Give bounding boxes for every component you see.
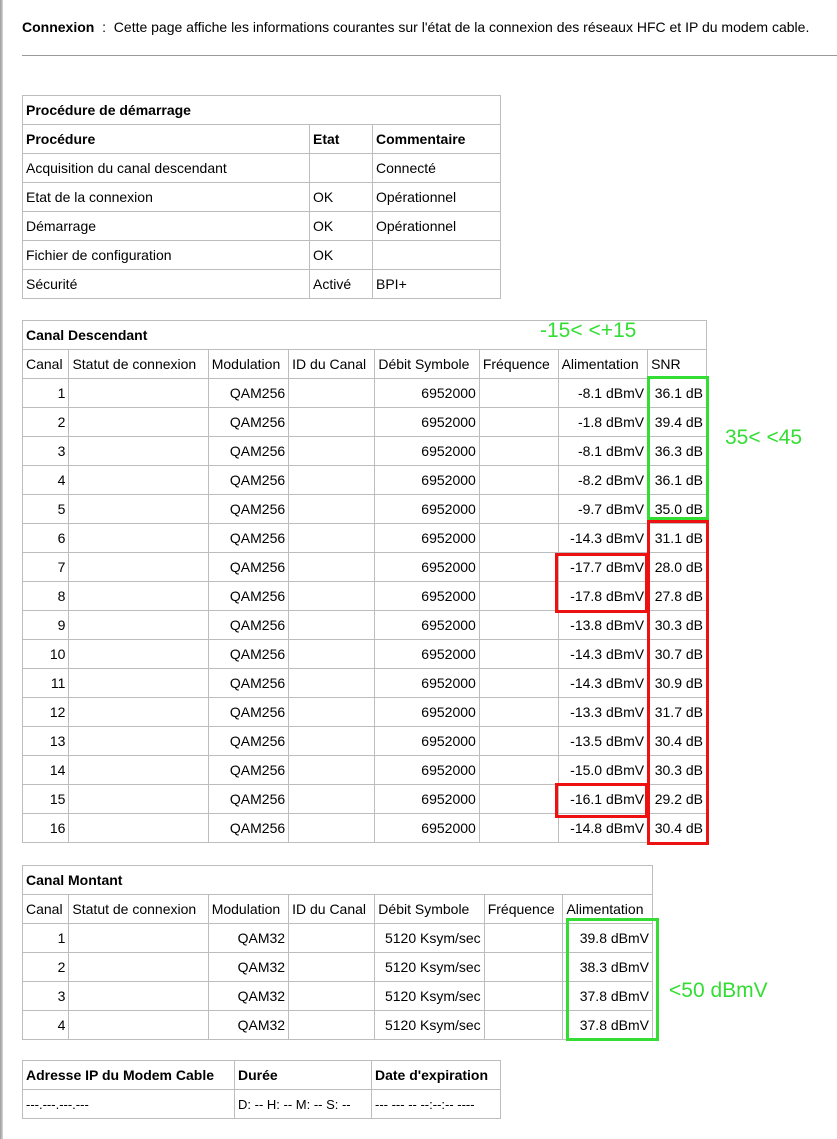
channel-cell: 12 bbox=[23, 698, 69, 727]
upstream-col-connection-status: Statut de connexion bbox=[69, 895, 208, 924]
channel-id-cell bbox=[289, 982, 375, 1011]
downstream-col-channel-id: ID du Canal bbox=[289, 350, 375, 379]
modulation-cell: QAM256 bbox=[208, 785, 288, 814]
downstream-table-title: Canal Descendant bbox=[23, 321, 707, 350]
channel-id-cell bbox=[289, 611, 375, 640]
modulation-cell: QAM256 bbox=[208, 756, 288, 785]
procedure-cell: Acquisition du canal descendant bbox=[23, 154, 310, 183]
symbol-rate-cell: 6952000 bbox=[375, 495, 479, 524]
frequency-cell bbox=[479, 756, 558, 785]
table-row bbox=[23, 437, 707, 466]
downstream-col-channel: Canal bbox=[23, 350, 69, 379]
status-cell bbox=[69, 524, 208, 553]
upstream-channel-table bbox=[22, 865, 653, 1040]
modulation-cell: QAM256 bbox=[208, 698, 288, 727]
modulation-cell: QAM32 bbox=[208, 953, 288, 982]
status-cell bbox=[69, 437, 208, 466]
ip-col-expiration: Date d'expiration bbox=[372, 1061, 501, 1090]
table-row bbox=[23, 698, 707, 727]
channel-id-cell bbox=[289, 640, 375, 669]
status-cell bbox=[69, 553, 208, 582]
power-cell: -13.3 dBmV bbox=[558, 698, 648, 727]
status-cell bbox=[69, 408, 208, 437]
channel-cell: 8 bbox=[23, 582, 69, 611]
symbol-rate-cell: 5120 Ksym/sec bbox=[375, 924, 484, 953]
symbol-rate-cell: 5120 Ksym/sec bbox=[375, 982, 484, 1011]
channel-id-cell bbox=[289, 727, 375, 756]
upstream-col-channel-id: ID du Canal bbox=[289, 895, 375, 924]
table-row bbox=[23, 1011, 653, 1040]
status-cell bbox=[69, 640, 208, 669]
snr-cell: 31.7 dB bbox=[648, 698, 707, 727]
status-cell bbox=[69, 582, 208, 611]
channel-cell: 3 bbox=[23, 437, 69, 466]
table-row bbox=[23, 495, 707, 524]
snr-cell: 36.3 dB bbox=[648, 437, 707, 466]
symbol-rate-cell: 6952000 bbox=[375, 524, 479, 553]
power-range-annotation: -15< <+15 bbox=[540, 319, 637, 342]
frequency-cell bbox=[479, 669, 558, 698]
symbol-rate-cell: 6952000 bbox=[375, 582, 479, 611]
ip-address-table bbox=[22, 1060, 501, 1119]
upstream-col-frequency: Fréquence bbox=[484, 895, 563, 924]
channel-cell: 11 bbox=[23, 669, 69, 698]
page-description: Cette page affiche les informations courantes sur l'état de la connexion des réseaux HFC et IP du modem cable. bbox=[113, 19, 810, 35]
modulation-cell: QAM256 bbox=[208, 669, 288, 698]
table-row bbox=[23, 270, 501, 299]
downstream-col-power: Alimentation bbox=[558, 350, 648, 379]
channel-id-cell bbox=[289, 785, 375, 814]
table-row bbox=[23, 727, 707, 756]
power-cell: -14.8 dBmV bbox=[558, 814, 648, 843]
downstream-col-modulation: Modulation bbox=[208, 350, 288, 379]
comment-cell: Opérationnel bbox=[373, 183, 501, 212]
downstream-col-snr: SNR bbox=[648, 350, 707, 379]
channel-cell: 5 bbox=[23, 495, 69, 524]
upstream-col-modulation: Modulation bbox=[208, 895, 288, 924]
snr-cell: 30.3 dB bbox=[648, 611, 707, 640]
channel-id-cell bbox=[289, 437, 375, 466]
status-cell bbox=[69, 611, 208, 640]
comment-cell bbox=[373, 241, 501, 270]
procedure-cell: Etat de la connexion bbox=[23, 183, 310, 212]
frequency-cell bbox=[479, 727, 558, 756]
channel-id-cell bbox=[289, 408, 375, 437]
frequency-cell bbox=[479, 466, 558, 495]
startup-procedure-table bbox=[22, 95, 501, 299]
snr-cell: 28.0 dB bbox=[648, 553, 707, 582]
status-cell bbox=[69, 727, 208, 756]
symbol-rate-cell: 6952000 bbox=[375, 408, 479, 437]
status-cell bbox=[69, 466, 208, 495]
channel-cell: 15 bbox=[23, 785, 69, 814]
upstream-limit-annotation: <50 dBmV bbox=[669, 979, 768, 1002]
channel-id-cell bbox=[289, 379, 375, 408]
channel-cell: 4 bbox=[23, 466, 69, 495]
power-cell: 38.3 dBmV bbox=[563, 953, 653, 982]
modulation-cell: QAM256 bbox=[208, 727, 288, 756]
frequency-cell bbox=[479, 437, 558, 466]
modulation-cell: QAM256 bbox=[208, 611, 288, 640]
upstream-col-symbol-rate: Débit Symbole bbox=[375, 895, 484, 924]
symbol-rate-cell: 6952000 bbox=[375, 640, 479, 669]
table-row bbox=[23, 212, 501, 241]
startup-col-procedure: Procédure bbox=[23, 125, 310, 154]
channel-id-cell bbox=[289, 582, 375, 611]
modulation-cell: QAM256 bbox=[208, 379, 288, 408]
window-edge bbox=[0, 0, 3, 1139]
channel-id-cell bbox=[289, 466, 375, 495]
channel-cell: 9 bbox=[23, 611, 69, 640]
status-cell bbox=[69, 785, 208, 814]
status-cell bbox=[69, 814, 208, 843]
table-row bbox=[23, 785, 707, 814]
modulation-cell: QAM256 bbox=[208, 524, 288, 553]
downstream-col-frequency: Fréquence bbox=[479, 350, 558, 379]
modulation-cell: QAM256 bbox=[208, 495, 288, 524]
header-separator: : bbox=[102, 19, 107, 35]
status-cell bbox=[69, 495, 208, 524]
symbol-rate-cell: 6952000 bbox=[375, 437, 479, 466]
channel-id-cell bbox=[289, 1011, 375, 1040]
status-cell bbox=[69, 1011, 208, 1040]
page-header bbox=[22, 19, 809, 35]
table-row bbox=[23, 379, 707, 408]
channel-cell: 6 bbox=[23, 524, 69, 553]
snr-cell: 31.1 dB bbox=[648, 524, 707, 553]
snr-cell: 35.0 dB bbox=[648, 495, 707, 524]
modulation-cell: QAM256 bbox=[208, 437, 288, 466]
power-cell: -14.3 dBmV bbox=[558, 669, 648, 698]
table-row bbox=[23, 640, 707, 669]
table-row bbox=[23, 953, 653, 982]
modulation-cell: QAM256 bbox=[208, 814, 288, 843]
table-row bbox=[23, 611, 707, 640]
upstream-header-row bbox=[23, 895, 653, 924]
power-cell: 37.8 dBmV bbox=[563, 1011, 653, 1040]
state-cell: OK bbox=[310, 212, 373, 241]
table-row bbox=[23, 466, 707, 495]
frequency-cell bbox=[479, 785, 558, 814]
channel-cell: 14 bbox=[23, 756, 69, 785]
downstream-channel-table bbox=[22, 320, 707, 843]
state-cell bbox=[310, 154, 373, 183]
symbol-rate-cell: 6952000 bbox=[375, 785, 479, 814]
snr-cell: 30.3 dB bbox=[648, 756, 707, 785]
modulation-cell: QAM32 bbox=[208, 1011, 288, 1040]
table-row bbox=[23, 669, 707, 698]
header-divider bbox=[22, 55, 837, 56]
symbol-rate-cell: 6952000 bbox=[375, 379, 479, 408]
symbol-rate-cell: 6952000 bbox=[375, 669, 479, 698]
state-cell: OK bbox=[310, 241, 373, 270]
power-cell: -15.0 dBmV bbox=[558, 756, 648, 785]
status-cell bbox=[69, 953, 208, 982]
modulation-cell: QAM32 bbox=[208, 924, 288, 953]
frequency-cell bbox=[479, 611, 558, 640]
channel-cell: 16 bbox=[23, 814, 69, 843]
table-row bbox=[23, 756, 707, 785]
symbol-rate-cell: 6952000 bbox=[375, 756, 479, 785]
power-cell: -8.1 dBmV bbox=[558, 437, 648, 466]
channel-cell: 4 bbox=[23, 1011, 69, 1040]
channel-cell: 1 bbox=[23, 379, 69, 408]
channel-id-cell bbox=[289, 553, 375, 582]
frequency-cell bbox=[484, 1011, 563, 1040]
symbol-rate-cell: 6952000 bbox=[375, 553, 479, 582]
modulation-cell: QAM32 bbox=[208, 982, 288, 1011]
power-cell: -14.3 dBmV bbox=[558, 640, 648, 669]
channel-cell: 7 bbox=[23, 553, 69, 582]
power-cell: -17.7 dBmV bbox=[558, 553, 648, 582]
status-cell bbox=[69, 379, 208, 408]
downstream-col-connection-status: Statut de connexion bbox=[69, 350, 208, 379]
channel-id-cell bbox=[289, 756, 375, 785]
comment-cell: Opérationnel bbox=[373, 212, 501, 241]
modulation-cell: QAM256 bbox=[208, 553, 288, 582]
status-cell bbox=[69, 669, 208, 698]
power-cell: -8.1 dBmV bbox=[558, 379, 648, 408]
power-cell: -14.3 dBmV bbox=[558, 524, 648, 553]
frequency-cell bbox=[479, 814, 558, 843]
table-row bbox=[23, 924, 653, 953]
symbol-rate-cell: 5120 Ksym/sec bbox=[375, 1011, 484, 1040]
table-row bbox=[23, 1090, 501, 1119]
channel-cell: 1 bbox=[23, 924, 69, 953]
modulation-cell: QAM256 bbox=[208, 640, 288, 669]
table-row bbox=[23, 154, 501, 183]
startup-col-comment: Commentaire bbox=[373, 125, 501, 154]
symbol-rate-cell: 6952000 bbox=[375, 611, 479, 640]
frequency-cell bbox=[484, 924, 563, 953]
power-cell: 37.8 dBmV bbox=[563, 982, 653, 1011]
channel-id-cell bbox=[289, 495, 375, 524]
symbol-rate-cell: 6952000 bbox=[375, 814, 479, 843]
frequency-cell bbox=[479, 495, 558, 524]
expiration-value: --- --- -- --:--:-- ---- bbox=[372, 1090, 501, 1119]
comment-cell: BPI+ bbox=[373, 270, 501, 299]
table-row bbox=[23, 241, 501, 270]
channel-cell: 2 bbox=[23, 953, 69, 982]
table-row bbox=[23, 183, 501, 212]
frequency-cell bbox=[479, 379, 558, 408]
table-row bbox=[23, 582, 707, 611]
upstream-col-power: Alimentation bbox=[563, 895, 653, 924]
power-cell: -13.5 dBmV bbox=[558, 727, 648, 756]
snr-cell: 39.4 dB bbox=[648, 408, 707, 437]
table-row bbox=[23, 524, 707, 553]
state-cell: OK bbox=[310, 183, 373, 212]
snr-cell: 30.4 dB bbox=[648, 727, 707, 756]
snr-cell: 36.1 dB bbox=[648, 379, 707, 408]
power-cell: -13.8 dBmV bbox=[558, 611, 648, 640]
upstream-col-channel: Canal bbox=[23, 895, 69, 924]
modulation-cell: QAM256 bbox=[208, 582, 288, 611]
power-cell: -9.7 dBmV bbox=[558, 495, 648, 524]
ip-col-address: Adresse IP du Modem Cable bbox=[23, 1061, 235, 1090]
symbol-rate-cell: 6952000 bbox=[375, 466, 479, 495]
procedure-cell: Démarrage bbox=[23, 212, 310, 241]
power-cell: -16.1 dBmV bbox=[558, 785, 648, 814]
frequency-cell bbox=[479, 698, 558, 727]
channel-cell: 13 bbox=[23, 727, 69, 756]
snr-range-annotation: 35< <45 bbox=[725, 426, 803, 449]
snr-cell: 30.9 dB bbox=[648, 669, 707, 698]
status-cell bbox=[69, 756, 208, 785]
state-cell: Activé bbox=[310, 270, 373, 299]
channel-id-cell bbox=[289, 669, 375, 698]
symbol-rate-cell: 5120 Ksym/sec bbox=[375, 953, 484, 982]
channel-cell: 10 bbox=[23, 640, 69, 669]
symbol-rate-cell: 6952000 bbox=[375, 727, 479, 756]
downstream-header-row bbox=[23, 350, 707, 379]
startup-col-state: Etat bbox=[310, 125, 373, 154]
snr-cell: 30.7 dB bbox=[648, 640, 707, 669]
table-row bbox=[23, 814, 707, 843]
power-cell: -1.8 dBmV bbox=[558, 408, 648, 437]
status-cell bbox=[69, 698, 208, 727]
page-title: Connexion bbox=[22, 19, 95, 35]
channel-id-cell bbox=[289, 953, 375, 982]
frequency-cell bbox=[479, 582, 558, 611]
procedure-cell: Sécurité bbox=[23, 270, 310, 299]
table-row bbox=[23, 408, 707, 437]
channel-id-cell bbox=[289, 814, 375, 843]
status-cell bbox=[69, 924, 208, 953]
snr-cell: 30.4 dB bbox=[648, 814, 707, 843]
channel-cell: 3 bbox=[23, 982, 69, 1011]
channel-id-cell bbox=[289, 698, 375, 727]
upstream-table-title: Canal Montant bbox=[23, 866, 653, 895]
channel-cell: 2 bbox=[23, 408, 69, 437]
frequency-cell bbox=[479, 408, 558, 437]
modulation-cell: QAM256 bbox=[208, 408, 288, 437]
channel-id-cell bbox=[289, 524, 375, 553]
channel-id-cell bbox=[289, 924, 375, 953]
snr-cell: 29.2 dB bbox=[648, 785, 707, 814]
status-cell bbox=[69, 982, 208, 1011]
procedure-cell: Fichier de configuration bbox=[23, 241, 310, 270]
duration-value: D: -- H: -- M: -- S: -- bbox=[235, 1090, 372, 1119]
snr-cell: 27.8 dB bbox=[648, 582, 707, 611]
downstream-col-symbol-rate: Débit Symbole bbox=[375, 350, 479, 379]
ip-address-value: ---.---.---.--- bbox=[23, 1090, 235, 1119]
frequency-cell bbox=[484, 982, 563, 1011]
frequency-cell bbox=[484, 953, 563, 982]
table-row bbox=[23, 553, 707, 582]
comment-cell: Connecté bbox=[373, 154, 501, 183]
frequency-cell bbox=[479, 553, 558, 582]
power-cell: -17.8 dBmV bbox=[558, 582, 648, 611]
frequency-cell bbox=[479, 524, 558, 553]
modulation-cell: QAM256 bbox=[208, 466, 288, 495]
frequency-cell bbox=[479, 640, 558, 669]
power-cell: -8.2 dBmV bbox=[558, 466, 648, 495]
power-cell: 39.8 dBmV bbox=[563, 924, 653, 953]
snr-cell: 36.1 dB bbox=[648, 466, 707, 495]
table-row bbox=[23, 982, 653, 1011]
startup-table-title: Procédure de démarrage bbox=[23, 96, 501, 125]
ip-col-duration: Durée bbox=[235, 1061, 372, 1090]
symbol-rate-cell: 6952000 bbox=[375, 698, 479, 727]
